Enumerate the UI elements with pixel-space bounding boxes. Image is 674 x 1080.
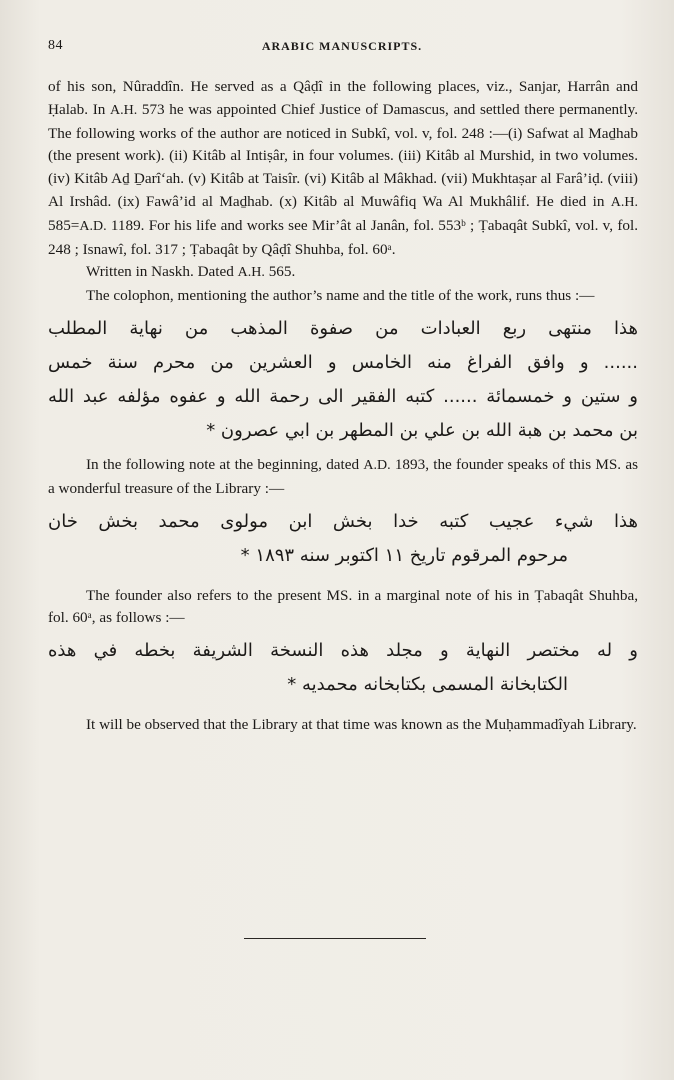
arabic-line: هذا منتهى ربع العبادات من صفوة المذهب من نهاية المطلب (48, 317, 638, 339)
era-abbrev: A.D. (363, 457, 391, 473)
arabic-line: مرحوم المرقوم تاريخ ۱۱ اكتوبر سنه ۱۸۹۳ * (240, 544, 568, 566)
text-segment: Written in Naskh. Dated (86, 263, 238, 281)
arabic-line: ...... و وافق الفراغ منه الخامس و العشرين من محرم سنة خمس (48, 351, 638, 373)
paragraph-marginal-note-intro: The founder also refers to the present MS. in a marginal note of his in Ṭabaqât Shuhba, fol. 60ᵃ, as follows :— (48, 586, 638, 627)
paragraph-founder-note (48, 454, 638, 501)
text-segment: In the following note at the beginning, dated (86, 455, 364, 473)
era-abbrev: A.D. (79, 218, 107, 234)
arabic-colophon (48, 312, 638, 448)
text-segment: 1893, the founder speaks of this MS. as a wonderful treasure of the Library :— (48, 455, 638, 497)
paragraph-script-date (48, 261, 638, 285)
arabic-line: هذا شيء عجيب كتبه خدا بخش ابن مولوى محمد بخش خان (48, 510, 638, 532)
paragraph-author-works (48, 76, 638, 261)
text-segment: of his son, Nûraddîn. He served as a Qâḍî in the following places, viz., Sanjar, Harrân and Ḥalab. In (48, 78, 638, 118)
page-body (48, 76, 638, 737)
arabic-line: و ستين و خمسمائة ...... كتبه الفقير الى رحمة الله و عفوه مؤلفه عبد الله (48, 385, 638, 407)
page-number: 84 (48, 38, 63, 53)
paragraph-library-name: It will be observed that the Library at that time was known as the Muḥammadîyah Library. (86, 716, 637, 734)
page-header (48, 38, 636, 58)
arabic-line: و له مختصر النهاية و مجلد هذه النسخة الشريفة بخطه في هذه (48, 640, 638, 662)
section-end-rule (244, 938, 426, 939)
era-abbrev: A.H. (109, 102, 138, 118)
text-segment: 585= (48, 216, 80, 234)
arabic-marginal-note (48, 634, 638, 702)
paragraph-colophon-intro: The colophon, mentioning the author’s name and the title of the work, runs thus :— (86, 287, 595, 305)
arabic-line: الكتابخانة المسمى بكتابخانه محمديه * (287, 674, 568, 696)
arabic-founder-note (48, 505, 638, 573)
arabic-line: بن محمد بن هبة الله بن علي بن المطهر بن ابي عصرون * (206, 419, 638, 441)
era-abbrev: A.H. (237, 265, 265, 281)
era-abbrev: A.H. (610, 194, 638, 210)
text-segment: 565. (264, 263, 296, 281)
text-segment: 573 he was appointed Chief Justice of Damascus, and settled there permanently. The following works of the author are noticed in Subkî, vol. v, fol. 248 :—(i) Safwat al Maḏhab (the present work). (ii) Kitâb al Intiṣâr, in four volumes. (iii) Kitâb al Murshid, in two volumes. (iv) Kitâb Aḏ Ḏarî‘ah. (v) Kitâb at Taisîr. (vi) Kitâb al Mâkhad. (vii) Mukhtaṣar al Farâ’iḍ. (viii) Al Irshâd. (ix) Fawâ’id al Maḏhab. (x) Kitâb al Muwâfiq Wa Al Mukhâlif. He died in (48, 100, 638, 210)
running-title: ARABIC MANUSCRIPTS. (261, 39, 423, 53)
text-segment: 1189. For his life and works see Mir’ât al Janân, fol. 553ᵇ ; Ṭabaqât Subkî, vol. v, fol. 248 ; Isnawî, fol. 317 ; Ṭabaqât by Qâḍî Shuhba, fol. 60ᵃ. (48, 216, 638, 258)
